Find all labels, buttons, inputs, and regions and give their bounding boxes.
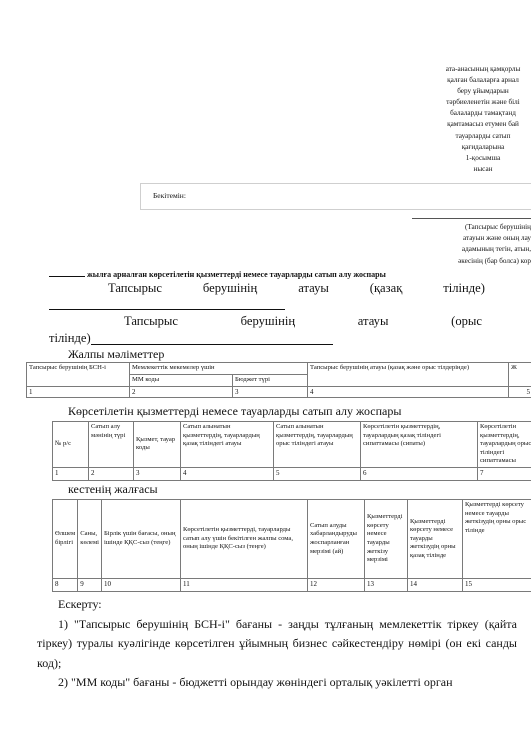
word: атауы bbox=[357, 314, 389, 328]
signature-line bbox=[412, 218, 531, 219]
customer-note-line: атауын және оның лау bbox=[462, 234, 531, 243]
corner-note-line: нысан bbox=[473, 164, 493, 173]
corner-note-line: қағидаларына bbox=[461, 142, 505, 151]
col-number: 2 bbox=[130, 386, 233, 398]
header-unit: Өлшем бірлігі bbox=[53, 500, 78, 579]
header-col5: Ж bbox=[509, 363, 531, 387]
header-customer-name: Тапсырыс берушінің атауы (қазақ және орыс тілдерінде) bbox=[308, 363, 509, 387]
col-number: 10 bbox=[101, 579, 180, 592]
customer-note-line: (Тапсырыс берушінің bbox=[464, 223, 531, 231]
customer-name-kz-label bbox=[108, 281, 485, 296]
header-code: Қызмет, тауар коды bbox=[134, 422, 181, 468]
customer-note-line: әкесінің (бар болса) кор bbox=[458, 256, 531, 265]
header-delivery-term: Қызметтерді көрсету немесе тауарды жеткізу мерзімі bbox=[364, 500, 407, 579]
col-number: 8 bbox=[53, 579, 78, 592]
plan-title bbox=[49, 270, 386, 279]
header-purchase-type: Сатып алу мәнінің түрі bbox=[89, 422, 134, 468]
cont-table-title: кестенің жалғасы bbox=[68, 482, 158, 496]
customer-name-ru-line bbox=[91, 344, 333, 345]
header-unit-price: Бірлік үшін бағасы, оның ішінде ҚҚС-сыз (теңге) bbox=[101, 500, 180, 579]
header-name-kz: Сатып алынатын қызметтердің, тауарлардың қазақ тіліндегі атауы bbox=[181, 422, 274, 468]
col-number: 1 bbox=[53, 467, 89, 480]
header-place-ru: Қызметтерді көрсету немесе тауарды жеткізудің орны орыс тілінде bbox=[462, 500, 531, 579]
customer-note-line: адамының тегін, атын, bbox=[461, 245, 531, 254]
header-place-kz: Қызметтерді көрсету немесе тауарды жеткізудің орны қазақ тілінде bbox=[407, 500, 462, 579]
appendix-corner-note bbox=[435, 64, 531, 175]
customer-name-ru-suffix: тілінде) bbox=[49, 331, 91, 345]
word: (орыс bbox=[451, 314, 482, 328]
header-announcement-term: Сатып алуды хабарландыруды жоспарланған мерзімі (ай) bbox=[307, 500, 364, 579]
word: (қазақ bbox=[369, 281, 403, 295]
customer-name-ru-label bbox=[124, 314, 482, 329]
customer-name-kz-line bbox=[49, 309, 285, 310]
col-number: 4 bbox=[181, 467, 274, 480]
header-bin: Тапсырыс берушінің БСН-і bbox=[27, 363, 130, 387]
col-number: 11 bbox=[180, 579, 307, 592]
corner-note-line: қамтамасыз етумен бай bbox=[447, 120, 519, 129]
plan-table-title: Көрсетілетін қызметтерді немесе тауарларды сатып алу жоспары bbox=[68, 404, 402, 418]
header-state-agencies: Мемлекеттік мекемелер үшін bbox=[130, 363, 308, 375]
word: Тапсырыс bbox=[108, 281, 162, 295]
customer-note bbox=[410, 222, 531, 267]
corner-note-line: беру ұйымдарын bbox=[457, 87, 509, 96]
notes-title: Ескерту: bbox=[58, 597, 102, 611]
col-number: 9 bbox=[78, 579, 102, 592]
col-number: 6 bbox=[361, 467, 478, 480]
col-number: 3 bbox=[233, 386, 308, 398]
col-number: 3 bbox=[134, 467, 181, 480]
continuation-table bbox=[52, 499, 531, 592]
plan-table bbox=[52, 421, 531, 481]
header-desc-ru: Көрсетілетін қызметтердің, тауарлардың орыс тіліндегі сипаттамасы bbox=[478, 422, 531, 468]
year-blank bbox=[49, 276, 85, 277]
col-number: 15 bbox=[462, 579, 531, 592]
corner-note-line: тауарларды сатып bbox=[455, 131, 511, 140]
header-ga-code: ММ коды bbox=[130, 375, 233, 387]
approval-box bbox=[140, 183, 531, 210]
corner-note-line: балаларды тамақтанд bbox=[450, 109, 516, 118]
general-info-title: Жалпы мәліметтер bbox=[68, 347, 165, 361]
header-quantity: Саны, көлемі bbox=[78, 500, 102, 579]
word: берушінің bbox=[202, 281, 258, 295]
header-budget-type: Бюджет түрі bbox=[233, 375, 308, 387]
note-item: 2) "ММ коды" бағаны - бюджетті орындау жөніндегі орталық уәкілетті орган bbox=[58, 675, 453, 689]
header-no: № р/с bbox=[53, 422, 89, 468]
col-number: 7 bbox=[478, 467, 531, 480]
col-number: 13 bbox=[364, 579, 407, 592]
general-info-table bbox=[26, 362, 531, 398]
corner-note-line: қалған балаларға арнал bbox=[447, 76, 519, 85]
col-number: 2 bbox=[89, 467, 134, 480]
col-number: 4 bbox=[308, 386, 509, 398]
plan-title-text: жылға арналған көрсетілетін қызметтерді немесе тауарларды сатып алу жоспары bbox=[87, 270, 386, 279]
word: тілінде) bbox=[443, 281, 485, 295]
col-number: 12 bbox=[307, 579, 364, 592]
col-number: 5 bbox=[274, 467, 361, 480]
col-number: 14 bbox=[407, 579, 462, 592]
word: Тапсырыс bbox=[124, 314, 178, 328]
corner-note-line: тәрбиеленетін және білі bbox=[446, 98, 520, 107]
word: берушінің bbox=[240, 314, 296, 328]
header-desc-kz: Көрсетілетін қызметтердің, тауарлардың қазақ тіліндегі сипаттамасы (сипаты) bbox=[361, 422, 478, 468]
note-item: 1) "Тапсырыс берушінің БСН-і" бағаны - заңды тұлғаның мемлекеттік тіркеу (қайта тіркеу) туралы куәлігінде көрсетілген ұйымның бизнес сәйкестендіру нөмірі (он екі санды код); bbox=[37, 616, 517, 670]
corner-note-line: 1-қосымша bbox=[465, 153, 501, 162]
notes-block bbox=[37, 595, 517, 693]
word: атауы bbox=[298, 281, 329, 295]
corner-note-line: ата-анасының қамқорлы bbox=[445, 65, 521, 73]
header-name-ru: Сатып алынатын қызметтердің, тауарлардың орыс тіліндегі атауы bbox=[274, 422, 361, 468]
header-total-sum: Көрсетілетін қызметтерді, тауарларды сатып алу үшін бекітілген жалпы сома, оның ішінде ҚҚС-сыз (теңге) bbox=[180, 500, 307, 579]
col-number: 1 bbox=[27, 386, 130, 398]
col-number: 5 bbox=[509, 386, 531, 398]
approve-label: Бекітемін: bbox=[153, 191, 186, 200]
